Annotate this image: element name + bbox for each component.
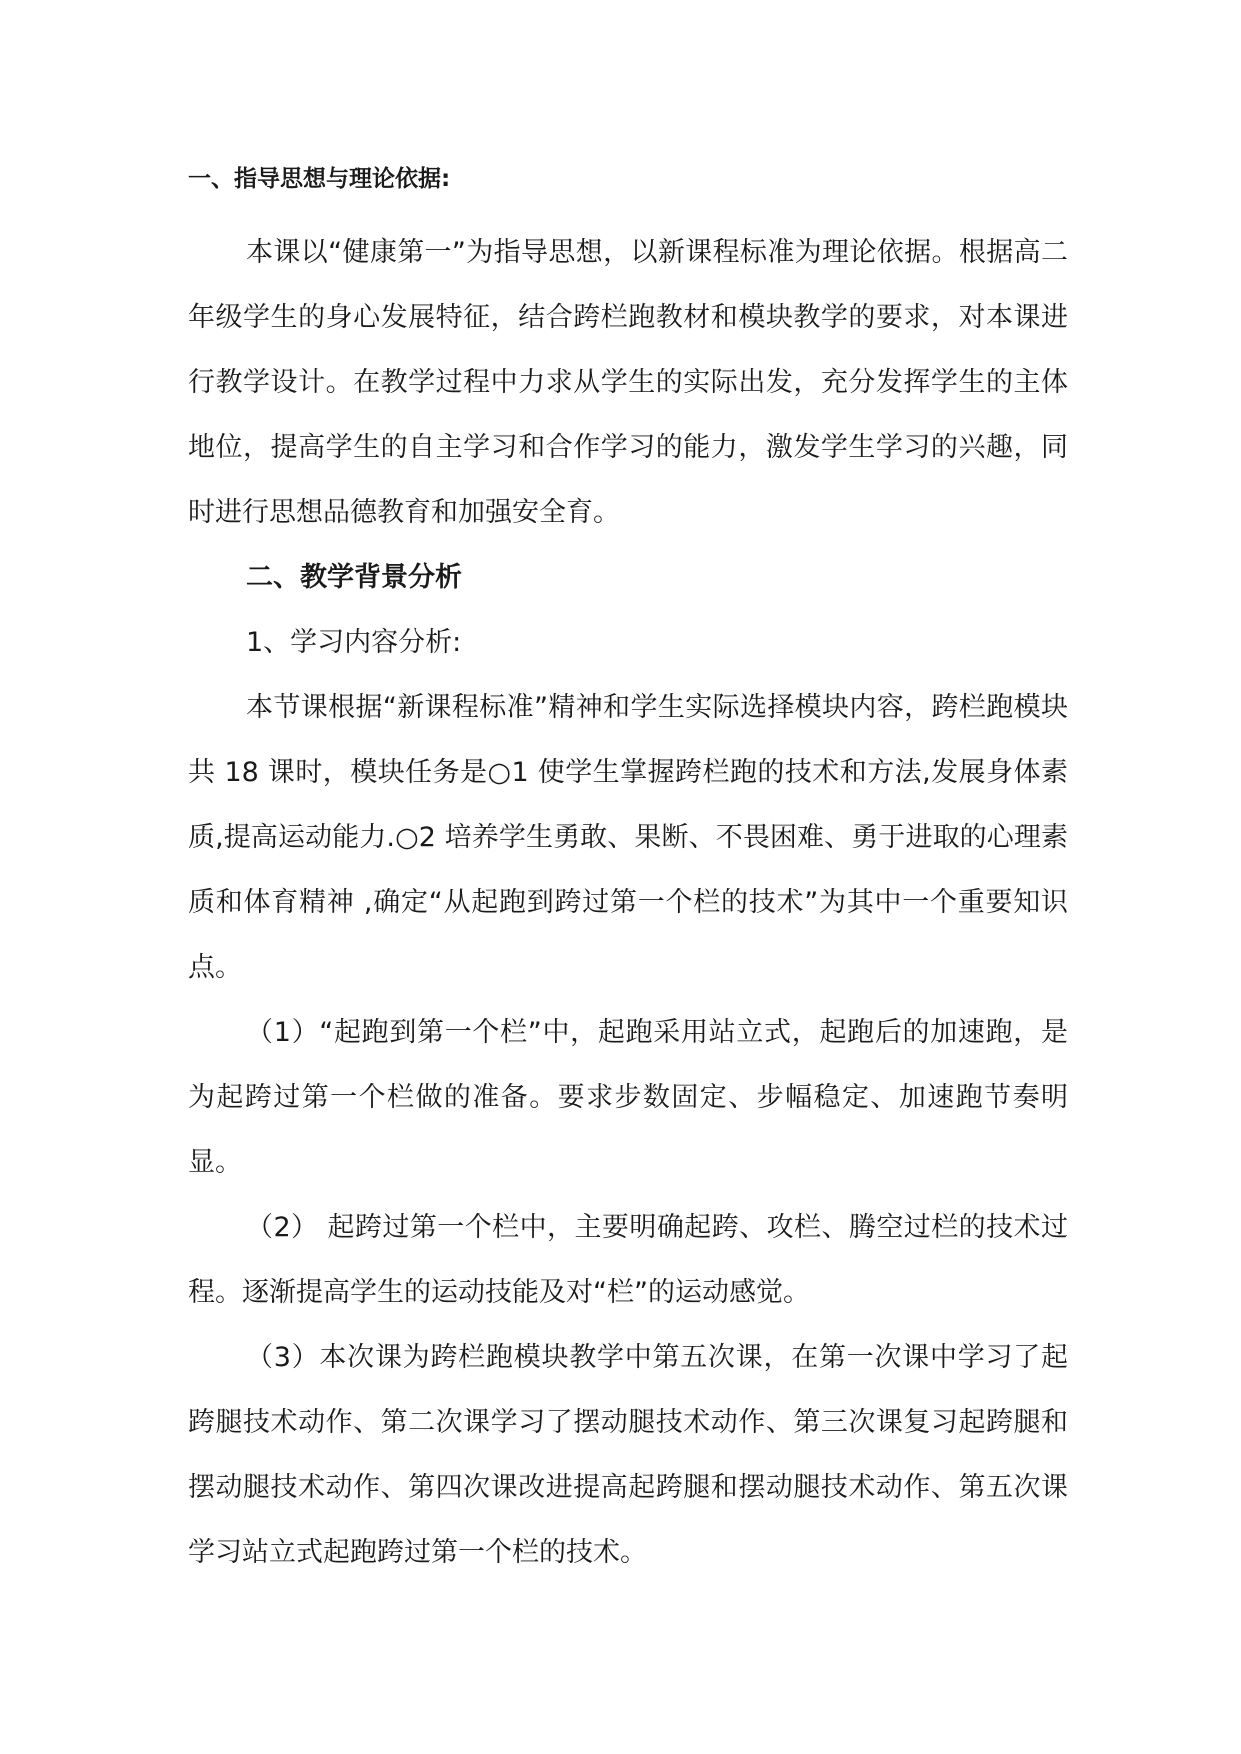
document-page: [188, 160, 1068, 1585]
paragraph-content-analysis: 本节课根据“新课程标准”精神和学生实际选择模块内容，跨栏跑模块共 18 课时，模块任务是○1 使学生掌握跨栏跑的技术和方法,发展身体素质,提高运动能力.○2 培养学生勇敢、果断、不畏困难、勇于进取的心理素质和体育精神 ,确定“从起跑到跨过第一个栏的技术”为其中一个重要知识点。: [188, 692, 1068, 983]
list-item-2: （2） 起跨过第一个栏中，主要明确起跨、攻栏、腾空过栏的技术过程。逐渐提高学生的运动技能及对“栏”的运动感觉。: [188, 1212, 1068, 1308]
list-item-1: （1）“起跑到第一个栏”中，起跑采用站立式，起跑后的加速跑，是为起跨过第一个栏做的准备。要求步数固定、步幅稳定、加速跑节奏明显。: [188, 1017, 1068, 1178]
paragraph-guiding-thought: 本课以“健康第一”为指导思想，以新课程标准为理论依据。根据高二年级学生的身心发展特征，结合跨栏跑教材和模块教学的要求，对本课进行教学设计。在教学过程中力求从学生的实际出发，充分发挥学生的主体地位，提高学生的自主学习和合作学习的能力，激发学生学习的兴趣，同时进行思想品德教育和加强安全育。: [188, 237, 1068, 528]
list-item-3: （3）本次课为跨栏跑模块教学中第五次课，在第一次课中学习了起跨腿技术动作、第二次课学习了摆动腿技术动作、第三次课复习起跨腿和摆动腿技术动作、第四次课改进提高起跨腿和摆动腿技术动作、第五次课学习站立式起跑跨过第一个栏的技术。: [188, 1342, 1068, 1568]
section-title-guiding-thought: 一、指导思想与理论依据:: [188, 166, 451, 192]
subsection-title-content-analysis: 1、学习内容分析:: [246, 627, 462, 658]
section-title-teaching-background: 二、教学背景分析: [246, 562, 462, 593]
